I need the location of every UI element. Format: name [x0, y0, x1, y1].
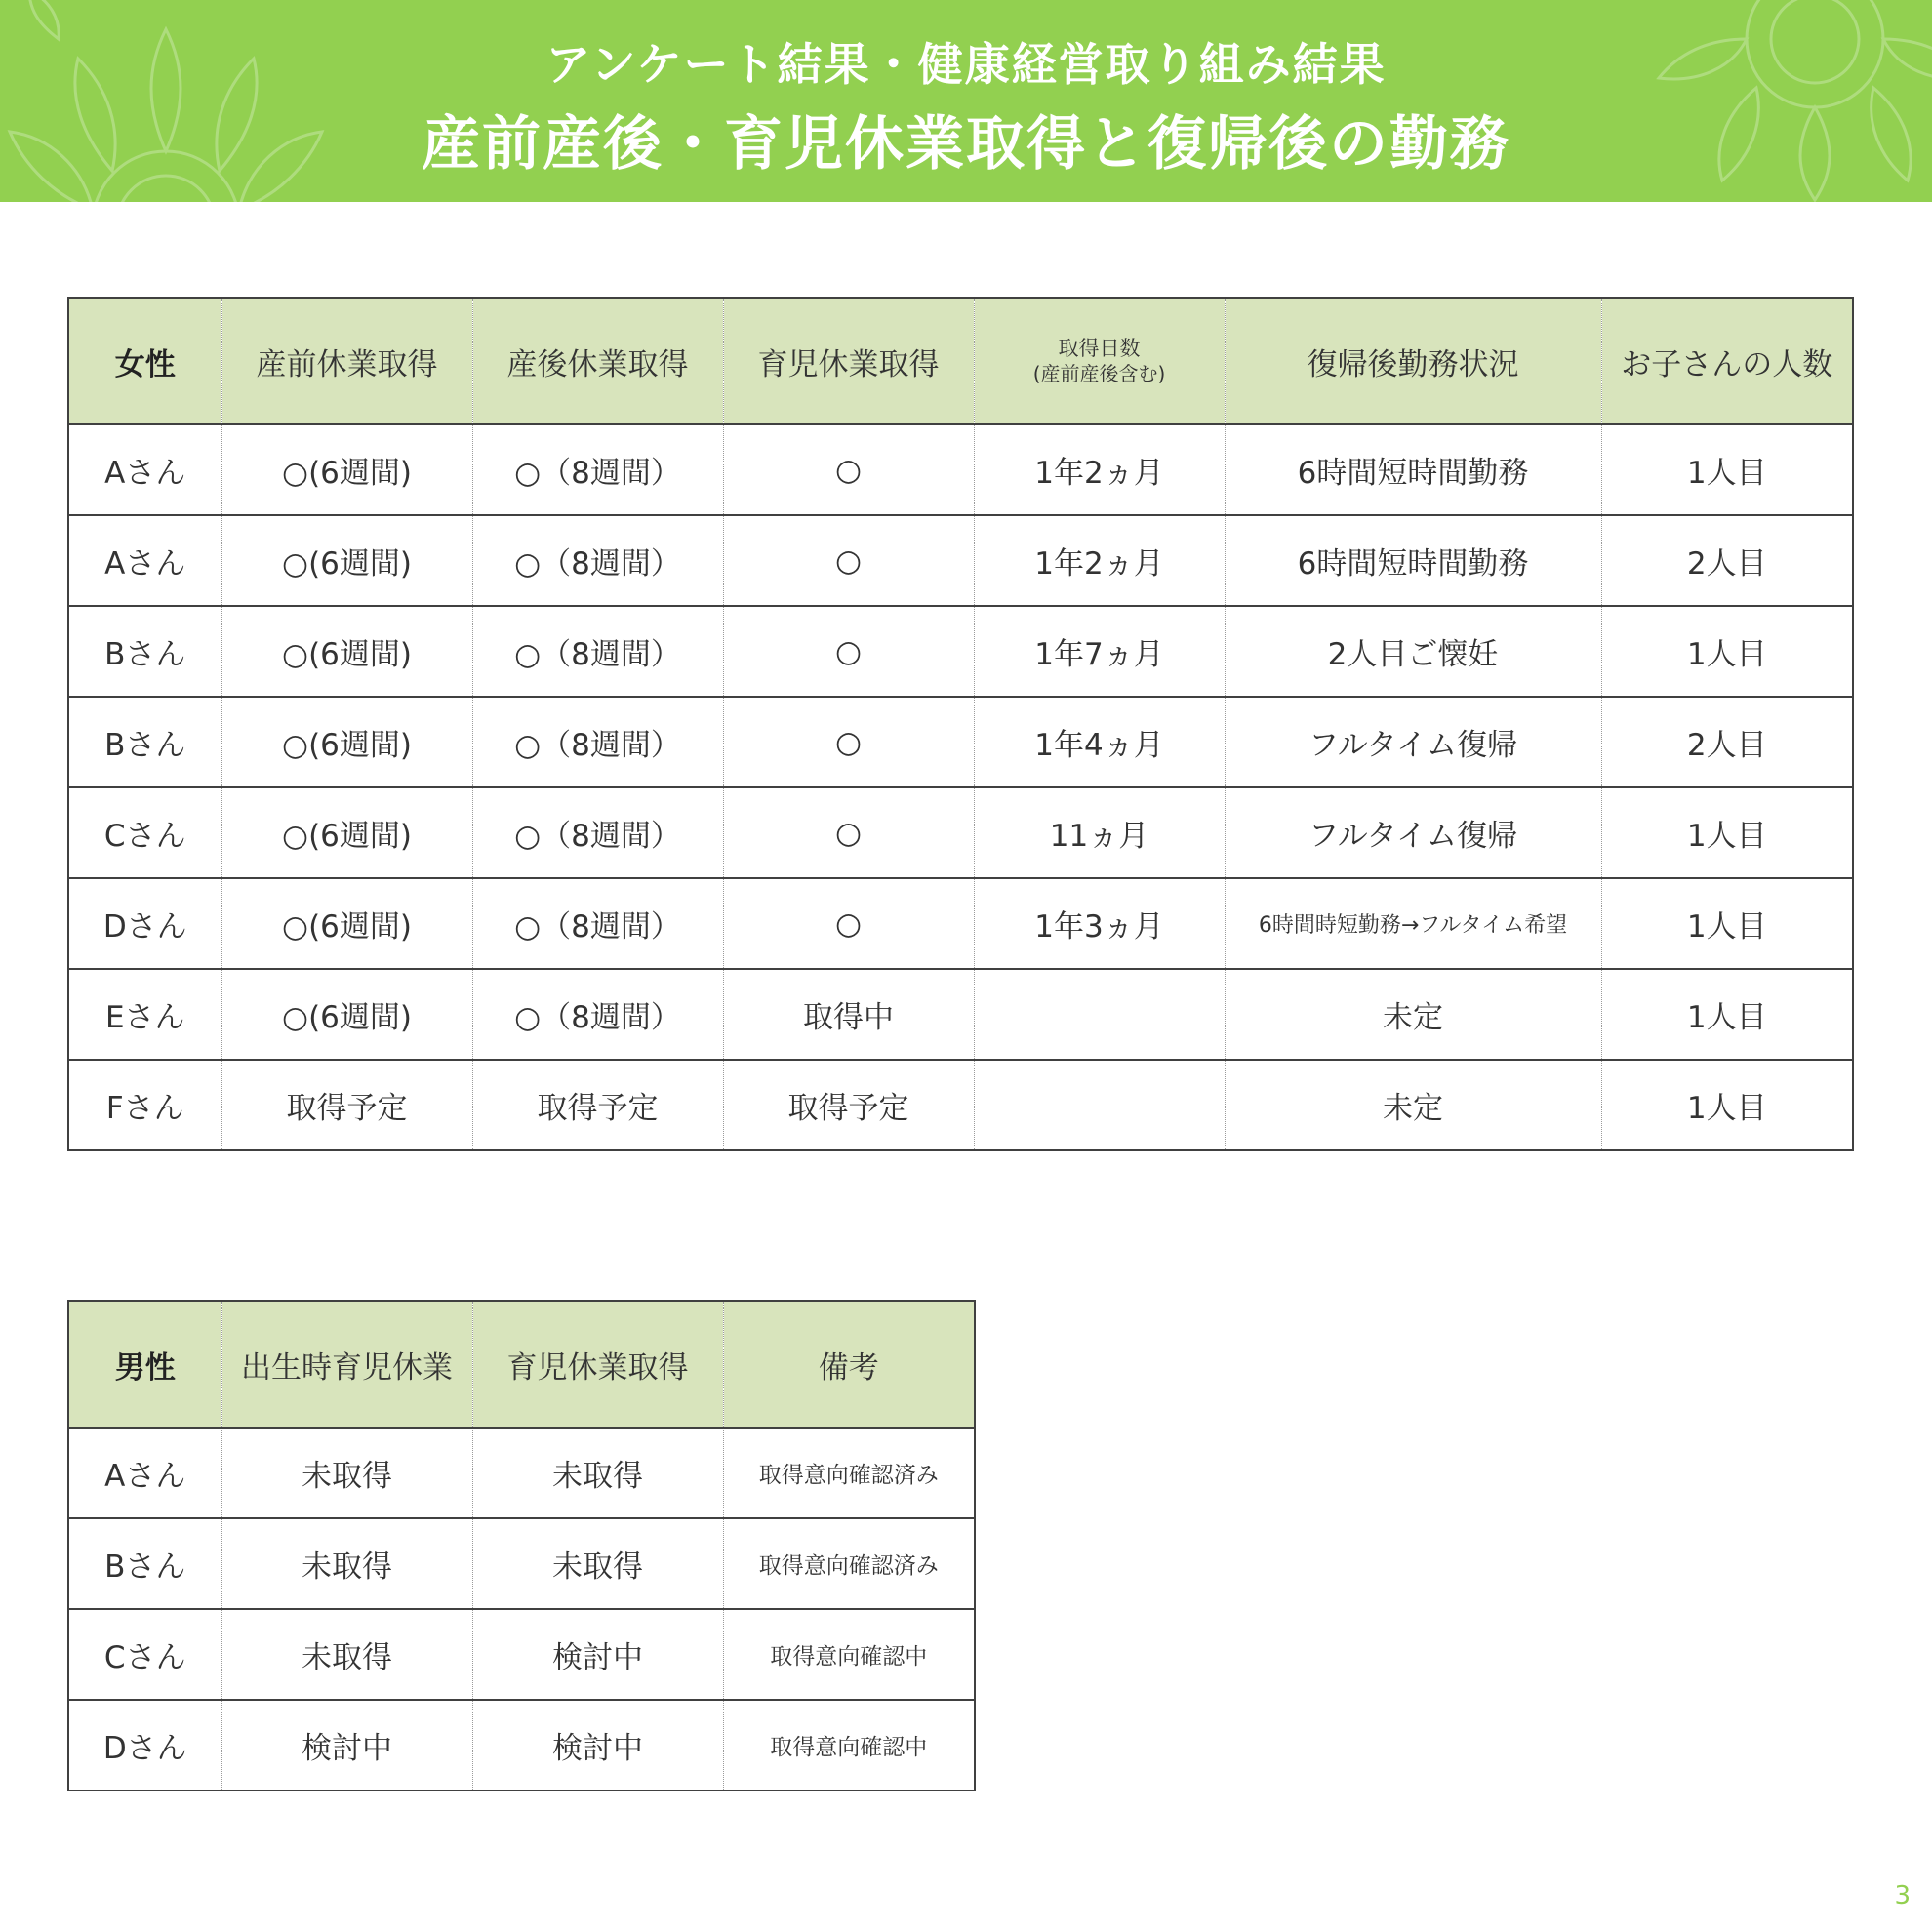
cell-prenatal: ○(6週間): [221, 424, 472, 515]
cell-childcare: 取得予定: [723, 1060, 974, 1150]
header-birth-leave: 出生時育児休業: [221, 1301, 472, 1428]
female-leave-table: [67, 297, 1854, 1151]
table-row: [68, 1060, 1853, 1150]
header-children-count: お子さんの人数: [1601, 298, 1853, 424]
table-row: [68, 1518, 975, 1609]
cell-days: 1年2ヵ月: [974, 424, 1225, 515]
header-gender: 男性: [68, 1301, 221, 1428]
cell-postnatal: ○（8週間）: [472, 424, 723, 515]
cell-name: Cさん: [68, 1609, 221, 1700]
table-row: [68, 424, 1853, 515]
table-row: [68, 969, 1853, 1060]
cell-name: Dさん: [68, 878, 221, 969]
banner-subtitle: アンケート結果・健康経営取り組み結果: [545, 38, 1387, 91]
cell-childcare: 未取得: [472, 1428, 723, 1518]
cell-name: Bさん: [68, 606, 221, 697]
cell-children: 2人目: [1601, 515, 1853, 606]
cell-children: 1人目: [1601, 424, 1853, 515]
cell-remarks: 取得意向確認済み: [723, 1428, 975, 1518]
header-remarks: 備考: [723, 1301, 975, 1428]
table-header-row: [68, 298, 1853, 424]
cell-children: 1人目: [1601, 969, 1853, 1060]
cell-name: Aさん: [68, 515, 221, 606]
cell-name: Aさん: [68, 424, 221, 515]
cell-childcare: ○: [723, 878, 974, 969]
page-number: 3: [1894, 1881, 1911, 1911]
cell-birth-leave: 未取得: [221, 1609, 472, 1700]
cell-children: 1人目: [1601, 606, 1853, 697]
cell-name: Aさん: [68, 1428, 221, 1518]
cell-childcare: ○: [723, 606, 974, 697]
cell-childcare: ○: [723, 424, 974, 515]
cell-days: 1年3ヵ月: [974, 878, 1225, 969]
cell-remarks: 取得意向確認中: [723, 1609, 975, 1700]
header-banner: [0, 0, 1932, 202]
cell-name: Cさん: [68, 787, 221, 878]
table-row: [68, 1428, 975, 1518]
cell-prenatal: 取得予定: [221, 1060, 472, 1150]
cell-days: 1年4ヵ月: [974, 697, 1225, 787]
table-row: [68, 878, 1853, 969]
cell-days: [974, 1060, 1225, 1150]
cell-return-status: 6時間短時間勤務: [1225, 424, 1601, 515]
table-row: [68, 697, 1853, 787]
header-prenatal-leave: 産前休業取得: [221, 298, 472, 424]
cell-childcare: 未取得: [472, 1518, 723, 1609]
header-days-line2: (産前産後含む): [1032, 362, 1166, 385]
cell-name: Dさん: [68, 1700, 221, 1791]
cell-remarks: 取得意向確認済み: [723, 1518, 975, 1609]
page-title: 産前産後・育児休業取得と復帰後の勤務: [422, 110, 1510, 179]
cell-children: 2人目: [1601, 697, 1853, 787]
cell-children: 1人目: [1601, 1060, 1853, 1150]
cell-return-status: 未定: [1225, 969, 1601, 1060]
table-row: [68, 1700, 975, 1791]
cell-childcare: ○: [723, 697, 974, 787]
cell-return-status: 6時間時短勤務→フルタイム希望: [1225, 878, 1601, 969]
cell-childcare: ○: [723, 787, 974, 878]
cell-remarks: 取得意向確認中: [723, 1700, 975, 1791]
cell-name: Bさん: [68, 1518, 221, 1609]
table-row: [68, 1609, 975, 1700]
cell-postnatal: ○（8週間）: [472, 697, 723, 787]
cell-return-status: フルタイム復帰: [1225, 787, 1601, 878]
cell-return-status: フルタイム復帰: [1225, 697, 1601, 787]
cell-childcare: 検討中: [472, 1700, 723, 1791]
cell-postnatal: ○（8週間）: [472, 969, 723, 1060]
table-row: [68, 606, 1853, 697]
cell-name: Eさん: [68, 969, 221, 1060]
header-childcare-leave: 育児休業取得: [472, 1301, 723, 1428]
header-days-taken: [974, 298, 1225, 424]
cell-prenatal: ○(6週間): [221, 697, 472, 787]
table-header-row: [68, 1301, 975, 1428]
cell-name: Fさん: [68, 1060, 221, 1150]
cell-postnatal: 取得予定: [472, 1060, 723, 1150]
cell-prenatal: ○(6週間): [221, 515, 472, 606]
cell-postnatal: ○（8週間）: [472, 606, 723, 697]
header-days-line1: 取得日数: [1058, 337, 1141, 360]
cell-days: 11ヵ月: [974, 787, 1225, 878]
cell-prenatal: ○(6週間): [221, 969, 472, 1060]
header-childcare-leave: 育児休業取得: [723, 298, 974, 424]
cell-postnatal: ○（8週間）: [472, 878, 723, 969]
cell-childcare: ○: [723, 515, 974, 606]
cell-name: Bさん: [68, 697, 221, 787]
male-leave-table: [67, 1300, 976, 1791]
cell-prenatal: ○(6週間): [221, 606, 472, 697]
cell-birth-leave: 未取得: [221, 1428, 472, 1518]
cell-childcare: 取得中: [723, 969, 974, 1060]
cell-return-status: 2人目ご懐妊: [1225, 606, 1601, 697]
cell-prenatal: ○(6週間): [221, 878, 472, 969]
cell-return-status: 6時間短時間勤務: [1225, 515, 1601, 606]
cell-days: 1年2ヵ月: [974, 515, 1225, 606]
table-row: [68, 515, 1853, 606]
header-postnatal-leave: 産後休業取得: [472, 298, 723, 424]
cell-children: 1人目: [1601, 787, 1853, 878]
cell-days: 1年7ヵ月: [974, 606, 1225, 697]
header-gender: 女性: [68, 298, 221, 424]
cell-children: 1人目: [1601, 878, 1853, 969]
cell-days: [974, 969, 1225, 1060]
cell-return-status: 未定: [1225, 1060, 1601, 1150]
cell-birth-leave: 未取得: [221, 1518, 472, 1609]
cell-birth-leave: 検討中: [221, 1700, 472, 1791]
cell-postnatal: ○（8週間）: [472, 515, 723, 606]
cell-postnatal: ○（8週間）: [472, 787, 723, 878]
cell-prenatal: ○(6週間): [221, 787, 472, 878]
header-return-status: 復帰後勤務状況: [1225, 298, 1601, 424]
cell-childcare: 検討中: [472, 1609, 723, 1700]
table-row: [68, 787, 1853, 878]
